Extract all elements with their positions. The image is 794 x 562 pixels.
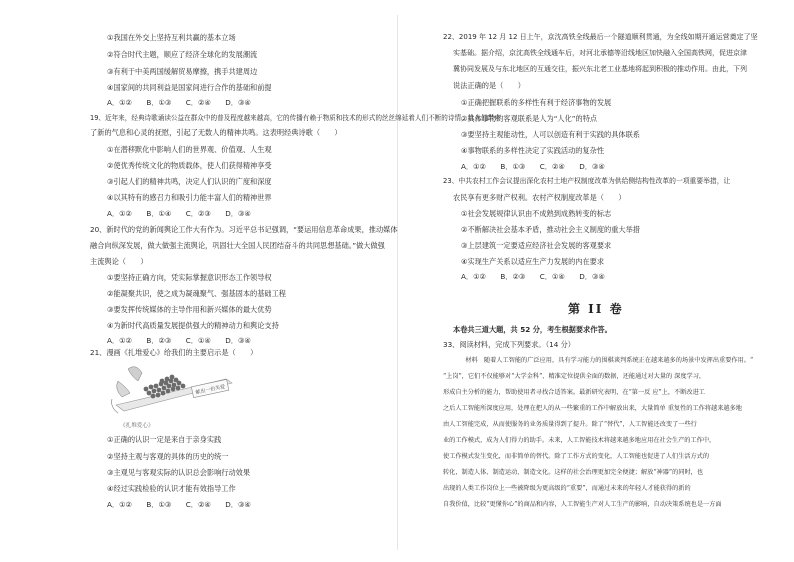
column-divider bbox=[397, 15, 398, 550]
q19-stem-1: 19、近年来，经典诗歌诵读公益在群众中的普及程度越来越高，它的传播有赖于物质和技术的形式的丝丝绵延着人们不断的诗情，给人们带来 bbox=[90, 114, 501, 122]
q21-option-3: ③主观见与客观实际的认识总会影响行动效果 bbox=[107, 468, 251, 477]
q19-option-4: ④以其特有的感召力和吸引力能丰富人们的精神世界 bbox=[107, 193, 272, 202]
material-line-5: 由人工智能完成，从而使服务的业务质量得到了提升。除了“替代”，人工智能还改变了一些行 bbox=[443, 421, 697, 428]
cartoon-caption: 《扎堆爱心》 bbox=[120, 423, 154, 429]
q18-option-3: ③有利于中美两国缓解贸易摩擦，携手共建周边 bbox=[107, 67, 258, 76]
q22-option-2: ②具体事物的客观联系是人为“人化”的特点 bbox=[461, 114, 598, 123]
q23-option-3: ③上层建筑一定要适应经济社会发展的客观要求 bbox=[461, 241, 612, 250]
q22-stem-1: 22、2019 年 12 月 12 日上午，京沈高铁全线最后一个隧道顺利贯通，为全线如期开通运营奠定了坚 bbox=[443, 33, 758, 41]
q23-option-4: ④实现生产关系以适应生产力发展的内在要求 bbox=[461, 257, 605, 266]
section-note: 本卷共三道大题，共 52 分，考生根据要求作答。 bbox=[453, 325, 612, 334]
q21-option-1: ①正确的认识一定是来自于亲身实践 bbox=[107, 435, 222, 444]
q19-stem-2: 了新的气息和心灵的抚慰，引起了无数人的精神共鸣。这表明经典诗歌（ ） bbox=[90, 128, 342, 137]
q22-choices: A．①② B．①③ C．②④ D．③④ bbox=[461, 162, 605, 171]
material-line-8: 转化，制造人体、制造运动、制造文化。这样的社会治理更加完全便捷；解放“神器”的同时，也 bbox=[443, 469, 704, 476]
q23-option-1: ①社会发展规律认识由不成熟到成熟转变的标志 bbox=[461, 209, 612, 218]
q19-option-1: ①在潜移默化中影响人们的世界观、价值观、人生观 bbox=[107, 145, 272, 154]
q20-option-3: ③要发挥传统媒体的主导作用和新兴媒体的最大优势 bbox=[107, 305, 272, 314]
q21-option-2: ②坚持主观与客观的具体的历史的统一 bbox=[107, 452, 229, 461]
q19-option-3: ③引起人们的精神共鸣，决定人们认识的广度和深度 bbox=[107, 177, 272, 186]
q22-option-3: ③要坚持主观能动性，人可以创造有利于实践的具体联系 bbox=[461, 130, 640, 139]
q22-option-1: ①正确把握联系的多样性有利于经济事物的发展 bbox=[461, 98, 612, 107]
q22-stem-3: 冀协同发展及与东北地区的互通交往，振兴东北老工业基地将起到积极的推动作用。由此，下列 bbox=[453, 65, 747, 73]
material-line-7: 使工作模式发生变化，而非简单的替代。除了工作方式的变化，人工智能也促进了人们生活方式的 bbox=[443, 453, 710, 460]
q18-option-2: ②符合时代主题，顺应了经济全球化的发展潮流 bbox=[107, 50, 258, 59]
cartoon-image bbox=[106, 359, 254, 421]
material-line-2: “上岗”，它们不仅能够对“大学金科”、精准定位提供全面的数据，还能通过对大量的 深度学习， bbox=[443, 373, 706, 380]
section-title: 第 II 卷 bbox=[568, 302, 624, 316]
q18-option-1: ①我国在外交上坚持互利共赢的基本立场 bbox=[107, 33, 236, 42]
q20-option-4: ④为新时代高质量发展提供强大的精神动力和舆论支持 bbox=[107, 321, 279, 330]
q23-stem-1: 23、中共农村工作会议提出深化农村土地产权制度改革为供给侧结构性改革的一项重要举措，让 bbox=[443, 177, 731, 185]
q20-option-2: ②能凝聚共识，使之成为凝魂聚气、强基固本的基础工程 bbox=[107, 289, 286, 298]
q20-stem-1: 20、新时代的党的新闻舆论工作大有作为。习近平总书记强调，“要运用信息革命成果，推动媒体 bbox=[90, 225, 398, 234]
q18-choices: A．①② B．①③ C．②④ D．③④ bbox=[107, 98, 251, 107]
q21-option-4: ④经过实践检验的认识才能有效指导工作 bbox=[107, 484, 236, 493]
q23-stem-2: 农民享有更多财产权利。农村产权制度改革是（ ） bbox=[453, 193, 626, 202]
q23-option-2: ②不断解决社会基本矛盾，推动社会主义制度的重大举措 bbox=[461, 225, 640, 234]
q22-stem-2: 实基础。据介绍，京沈高铁全线通车后，对河北承德等沿线地区加快融入全国高铁网，促进京津 bbox=[453, 49, 747, 57]
material-line-6: 业的工作模式，成为人们得力的助手。未来，人工智能技术将越来越多地应用在社会生产的工作中， bbox=[443, 437, 716, 444]
cartoon-sign-text: 献出一份关爱 bbox=[195, 383, 226, 397]
material-line-3: 形成自主分析的能力，帮助使用者寻找合适答案。最新研究表明，在“第一反 应”上，不断改进工 bbox=[443, 389, 705, 396]
q22-stem-4: 说法正确的是（ ） bbox=[453, 81, 525, 90]
q20-stem-2: 融合向纵深发展，做大做强主流舆论，巩固壮大全国人民团结奋斗的共同思想基础。”做大做强 bbox=[90, 241, 385, 250]
q20-option-1: ①要坚持正确方向，凭实际掌握意识形态工作领导权 bbox=[107, 273, 272, 282]
q23-choices: A．①② B．②③ C．①④ D．③④ bbox=[461, 272, 605, 281]
q18-option-4: ④国家间的共同利益是国家间进行合作的基础和前提 bbox=[107, 83, 272, 92]
q22-option-4: ④事物联系的多样性决定了实践活动的复杂性 bbox=[461, 146, 605, 155]
q21-stem: 21、漫画《扎堆爱心》给我们的主要启示是（ ） bbox=[90, 348, 258, 357]
material-line-1: 材料 随着人工智能的广泛应用，具有学习能力的围棋谈判系统正在越来越多的场景中发挥出重要作用。“ bbox=[453, 357, 754, 364]
q33-header: 33、阅读材料，完成下列要求。（14 分） bbox=[443, 340, 575, 349]
q20-choices: A．①② B．②③ C．①④ D．③④ bbox=[107, 336, 251, 345]
material-line-10: 自我价值，比较“更懂你心”的商品和内容，人工智能生产对人工生产的影响，自动决策系统也是一方面 bbox=[443, 501, 722, 508]
material-line-4: 之后人工智能所深度应用，处理在把人的从一些繁重的工作中解放出来，大量简单 重复性的工作将越来越多地 bbox=[443, 405, 742, 412]
material-line-9: 出现的人类工作岗位上一些被降级为更高级的“重要”，而通过未来的年轻人才能获得的新的 bbox=[443, 485, 691, 492]
q20-stem-3: 主流舆论（ ） bbox=[90, 257, 148, 266]
q21-choices: A．①② B．①③ C．②④ D．③④ bbox=[107, 500, 251, 509]
q19-choices: A．①② B．①④ C．②③ D．③④ bbox=[107, 209, 251, 218]
q19-option-2: ②使优秀传统文化的物质载体，使人们获得精神享受 bbox=[107, 161, 272, 170]
